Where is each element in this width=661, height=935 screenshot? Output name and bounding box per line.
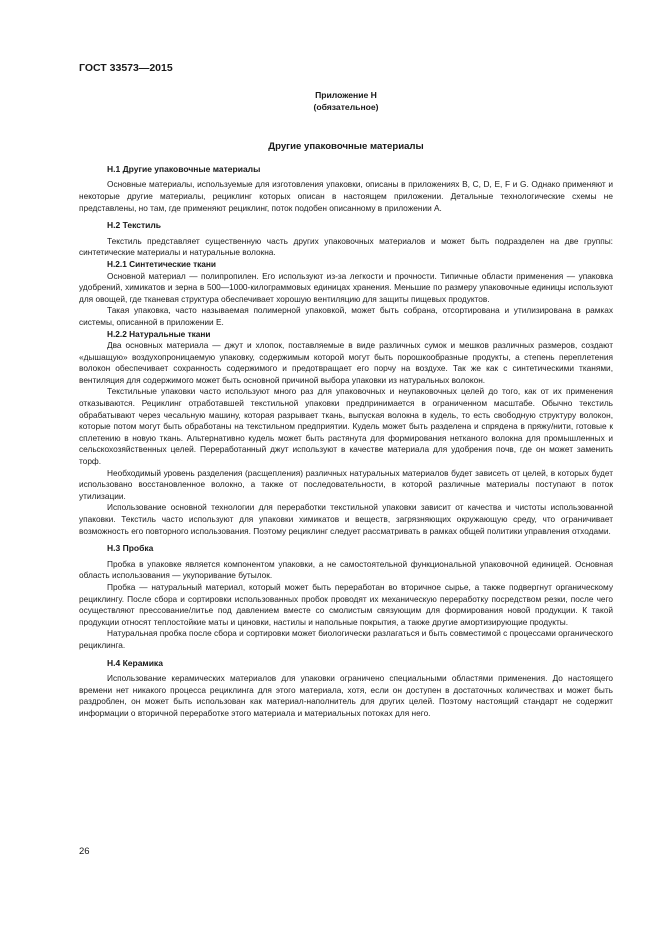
page-number: 26 — [79, 846, 90, 857]
section-h3-paragraph-1: Пробка в упаковке является компонентом упаковки, а не самостоятельной функциональной упаковочной единицей. Основная область использования — укупоривание бутылок. — [79, 558, 613, 581]
subsection-h22-paragraph-3: Необходимый уровень разделения (расщепления) различных натуральных материалов будет зависеть от целей, в которых будет использовано восстановленное волокно, а также от последовательности, в которой различные материалы поступают в поток утилизации. — [79, 467, 613, 501]
appendix-title: Другие упаковочные материалы — [268, 141, 424, 153]
appendix-label: Приложение Н — [315, 90, 377, 100]
section-h3-paragraph-2: Пробка — натуральный материал, который может быть переработан во вторичное сырье, а также подвергнут органическому рециклингу. После сбора и сортировки использованных пробок проводят их механическую переработку посредством резки, после чего осуществляют прессование/литье под давлением вместе со смолистым связующим для формирования новой продукции. К такой продукции относят теплостойкие маты и циновки, настилы и напольные покрытия, а также другие амортизирующие продукты. — [79, 581, 613, 627]
subsection-h22-heading: Н.2.2 Натуральные ткани — [107, 328, 211, 339]
section-h4-paragraph-1: Использование керамических материалов для упаковки ограничено специальными областями применения. До настоящего времени нет никакого процесса рециклинга для этого материала, хотя, если он доступен в достаточных количествах и может быть раздроблен, он может быть использован как материал-наполнитель для других целей. Поэтому настоящий стандарт не содержит информации о вторичной переработке этого материала и материальных потоках для него. — [79, 673, 613, 718]
section-h2-paragraph-1: Текстиль представляет существенную часть других упаковочных материалов и может быть подразделен на две группы: синтетические материалы и натуральные волокна. — [79, 235, 613, 258]
appendix-status: (обязательное) — [313, 101, 379, 112]
subsection-h22-paragraph-1: Два основных материала — джут и хлопок, поставляемые в виде различных сумок и мешков различных размеров, создают «дышащую» воздухопроницаемую упаковку, содержимым которой могут быть порошкообразные продукты, а степень переплетения волокон обеспечивает сохранность содержимого и предотвращает его порчу на воздухе. Так же как с синтетическими тканями, вентиляция для содержимого может быть основной причиной выбора упаковки из натуральных волокон. — [79, 340, 613, 385]
section-h3-paragraph-3: Натуральная пробка после сбора и сортировки может биологически разлагаться и быть совместимой с процессами органического рециклинга. — [79, 628, 613, 650]
section-h1-heading: Н.1 Другие упаковочные материалы — [107, 163, 261, 174]
document-header: ГОСТ 33573—2015 — [79, 62, 173, 74]
section-h3-heading: Н.3 Пробка — [107, 543, 154, 554]
subsection-h22-paragraph-2: Текстильные упаковки часто используют много раз для упаковочных и неупаковочных целей до того, как от их применения отказываются. Рециклинг отработавшей текстильной упаковки предпринимается в ограниченном масштабе. Обычно текстиль обрабатывают через чесальную машину, которая разрывает ткань, выпуская волокна в кудель, то есть свободную структуру волокон, которые потом могут быть обработаны на текстильном предприятии. Кудель может быть разделена и спрядена в пряжу/нити, готовые к сплетению в новую ткань. Альтернативно кудель может быть растянута для формирования нетканого волокна для промышленных и сельскохозяйственных целей. Переработанный джут используют в качестве материала для удобрения почв, где он может заменить торф. — [79, 386, 613, 467]
subsection-h21-paragraph-1: Основной материал — полипропилен. Его используют из-за легкости и прочности. Типичные области применения — упаковка удобрений, химикатов и зерна в 500—1000-килограммовых единицах хранения. Меньшие по размеру упаковочные единицы используют для овощей, где тканевая структура обеспечивает хорошую вентиляцию для защиты пищевых продуктов. — [79, 270, 613, 304]
section-h4-heading: Н.4 Керамика — [107, 657, 163, 668]
section-h2-heading: Н.2 Текстиль — [107, 220, 161, 231]
subsection-h21-heading: Н.2.1 Синтетические ткани — [107, 258, 217, 269]
section-h1-paragraph-1: Основные материалы, используемые для изготовления упаковки, описаны в приложениях В, С, D, Е, F и G. Однако применяют и некоторые другие материалы, рециклинг которых описан в настоящем приложении. Детальные технологические схемы не представлены, но там, где применяют рециклинг, поток подобен описанному в приложении А. — [79, 179, 613, 213]
subsection-h21-paragraph-2: Такая упаковка, часто называемая полимерной упаковкой, может быть собрана, отсортирована и утилизирована в рамках системы, описанной в приложении Е. — [79, 305, 613, 327]
subsection-h22-paragraph-4: Использование основной технологии для переработки текстильной упаковки зависит от качества и чистоты использованной упаковки. Текстиль часто используют для упаковки химикатов и веществ, загрязняющих окружающую среду, что ограничивает возможность его повторного использования. Поэтому рециклинг следует рассматривать в рамках общей политики управления отходами. — [79, 502, 613, 536]
page-content — [79, 90, 613, 720]
